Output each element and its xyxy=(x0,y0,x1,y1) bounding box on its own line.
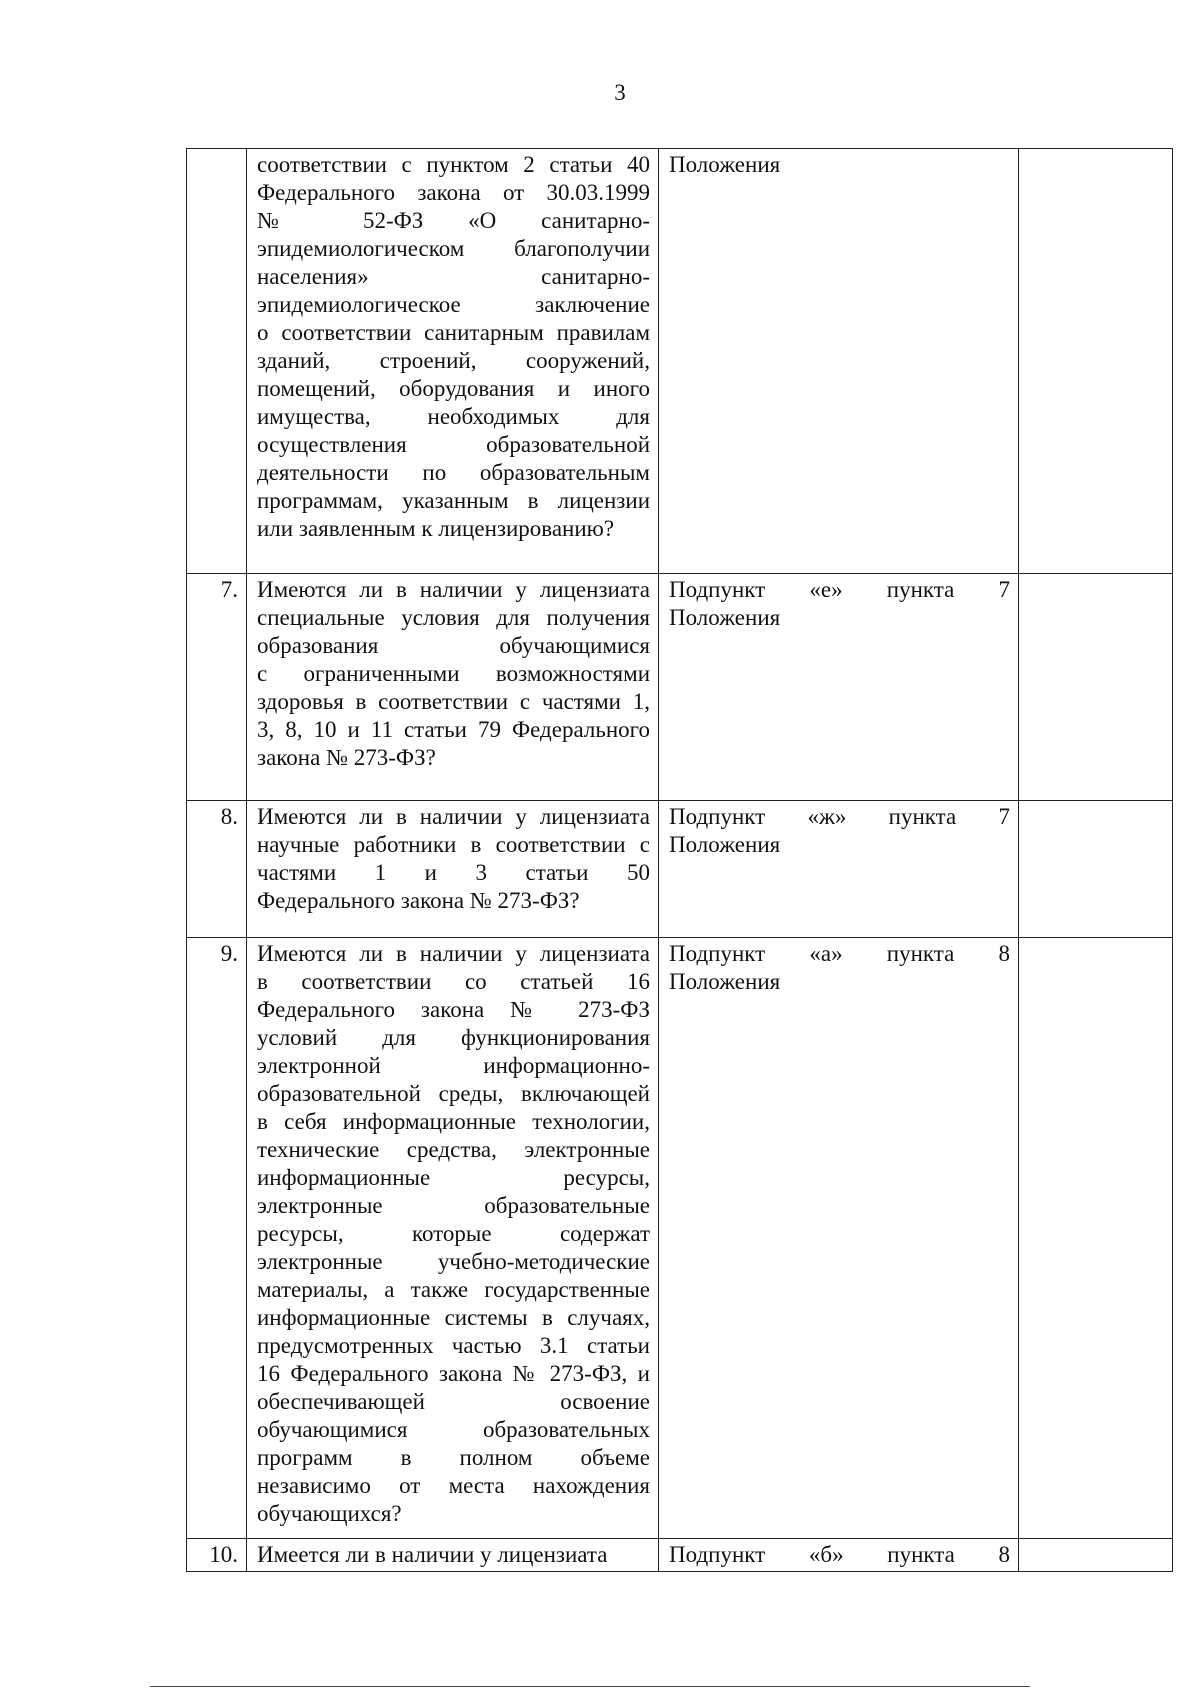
question-line: Имеется ли в наличии у лицензиата xyxy=(257,1542,608,1567)
question-line: в себя информационные технологии, xyxy=(257,1109,650,1134)
question-line: имущества, необходимых для xyxy=(257,404,650,429)
question-line: 3, 8, 10 и 11 статьи 79 Федерального xyxy=(257,717,650,742)
question-line: ресурсы, которые содержат xyxy=(257,1221,650,1246)
reference-cell xyxy=(659,938,1019,1539)
question-line: Федерального закона от 30.03.1999 xyxy=(257,180,650,205)
question-line: эпидемиологическое заключение xyxy=(257,292,650,317)
question-line: осуществления образовательной xyxy=(257,432,650,457)
answer-cell[interactable] xyxy=(1019,1539,1173,1572)
reference-line: Положения xyxy=(669,969,781,994)
question-line: научные работники в соответствии с xyxy=(257,832,650,857)
question-line: обучающимися образовательных xyxy=(257,1417,650,1442)
question-line: программам, указанным в лицензии xyxy=(257,488,650,513)
reference-line: Подпункт «б» пункта 8 xyxy=(669,1542,1010,1567)
question-line: деятельности по образовательным xyxy=(257,460,650,485)
reference-line: Подпункт «е» пункта 7 xyxy=(669,577,1010,602)
answer-cell[interactable] xyxy=(1019,938,1173,1539)
question-line: о соответствии санитарным правилам xyxy=(257,320,650,345)
question-line: информационные системы в случаях, xyxy=(257,1305,650,1330)
question-line: специальные условия для получения xyxy=(257,605,650,630)
table-row xyxy=(187,574,1173,801)
question-line: соответствии с пунктом 2 статьи 40 xyxy=(257,152,650,177)
reference-line: Подпункт «ж» пункта 7 xyxy=(669,804,1010,829)
question-line: Федерального закона № 273-ФЗ xyxy=(257,997,650,1022)
row-number xyxy=(187,149,247,574)
reference-cell xyxy=(659,149,1019,574)
question-line: населения» санитарно- xyxy=(257,264,650,289)
question-line: или заявленным к лицензированию? xyxy=(257,516,615,541)
row-number: 7. xyxy=(187,574,247,801)
question-line: здоровья в соответствии с частями 1, xyxy=(257,689,650,714)
question-cell xyxy=(247,574,659,801)
table-row xyxy=(187,938,1173,1539)
reference-line: Положения xyxy=(669,605,781,630)
question-line: обучающихся? xyxy=(257,1501,402,1526)
question-cell xyxy=(247,149,659,574)
question-line: закона № 273-ФЗ? xyxy=(257,745,436,770)
reference-cell xyxy=(659,801,1019,938)
question-line: эпидемиологическом благополучии xyxy=(257,236,650,261)
bottom-rule xyxy=(150,1686,1030,1687)
reference-line: Подпункт «а» пункта 8 xyxy=(669,941,1010,966)
question-line: образования обучающимися xyxy=(257,633,650,658)
question-line: зданий, строений, сооружений, xyxy=(257,348,650,373)
page-number: 3 xyxy=(614,80,626,105)
question-line: частями 1 и 3 статьи 50 xyxy=(257,860,650,885)
question-line: обеспечивающей освоение xyxy=(257,1389,650,1414)
question-line: независимо от места нахождения xyxy=(257,1473,650,1498)
question-line: Имеются ли в наличии у лицензиата xyxy=(257,941,650,966)
row-number: 8. xyxy=(187,801,247,938)
row-number: 10. xyxy=(187,1539,247,1572)
question-line: 16 Федерального закона № 273-ФЗ, и xyxy=(257,1361,650,1386)
question-line: образовательной среды, включающей xyxy=(257,1081,650,1106)
question-line: Федерального закона № 273-ФЗ? xyxy=(257,888,580,913)
question-line: материалы, а также государственные xyxy=(257,1277,650,1302)
reference-cell xyxy=(659,1539,1019,1572)
question-line: Имеются ли в наличии у лицензиата xyxy=(257,804,650,829)
table-row xyxy=(187,1539,1173,1572)
answer-cell[interactable] xyxy=(1019,149,1173,574)
question-line: с ограниченными возможностями xyxy=(257,661,650,686)
answer-cell[interactable] xyxy=(1019,801,1173,938)
reference-cell xyxy=(659,574,1019,801)
question-line: условий для функционирования xyxy=(257,1025,650,1050)
question-cell xyxy=(247,801,659,938)
question-line: предусмотренных частью 3.1 статьи xyxy=(257,1333,650,1358)
question-line: технические средства, электронные xyxy=(257,1137,650,1162)
row-number: 9. xyxy=(187,938,247,1539)
question-cell xyxy=(247,938,659,1539)
reference-line: Положения xyxy=(669,832,781,857)
checklist-table xyxy=(186,148,1173,1572)
table-row xyxy=(187,149,1173,574)
question-line: электронные образовательные xyxy=(257,1193,650,1218)
question-line: помещений, оборудования и иного xyxy=(257,376,650,401)
question-line: Имеются ли в наличии у лицензиата xyxy=(257,577,650,602)
question-line: информационные ресурсы, xyxy=(257,1165,650,1190)
question-line: № 52-ФЗ «О санитарно- xyxy=(257,208,650,233)
question-cell xyxy=(247,1539,659,1572)
question-line: электронной информационно- xyxy=(257,1053,650,1078)
question-line: в соответствии со статьей 16 xyxy=(257,969,650,994)
reference-line: Положения xyxy=(669,152,781,177)
table-row xyxy=(187,801,1173,938)
question-line: программ в полном объеме xyxy=(257,1445,650,1470)
answer-cell[interactable] xyxy=(1019,574,1173,801)
question-line: электронные учебно-методические xyxy=(257,1249,650,1274)
